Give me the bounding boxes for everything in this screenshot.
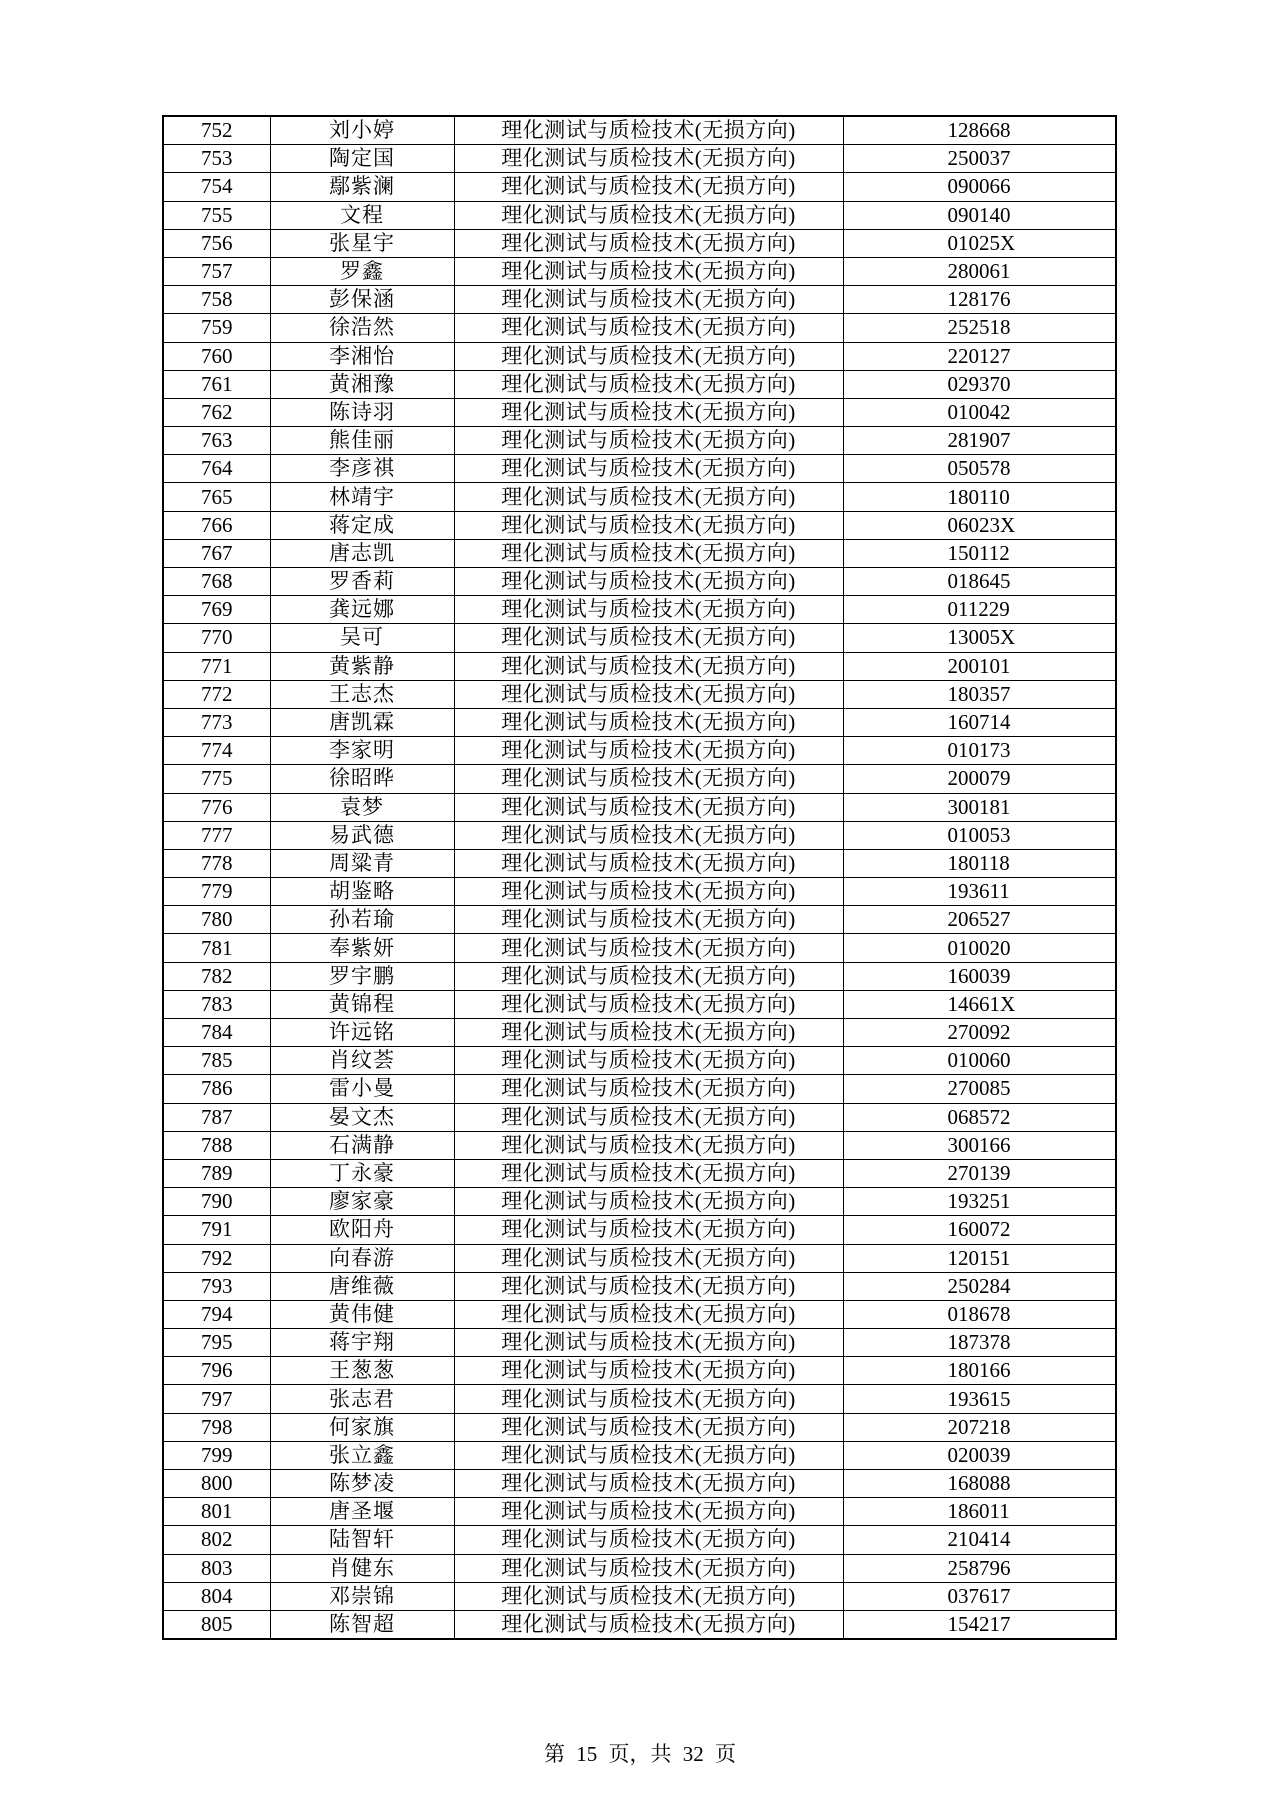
student-name-cell: 唐凯霖 <box>270 708 454 736</box>
row-number-cell: 767 <box>163 539 270 567</box>
major-cell: 理化测试与质检技术(无损方向) <box>454 737 843 765</box>
major-cell: 理化测试与质检技术(无损方向) <box>454 1498 843 1526</box>
table-row <box>163 483 1116 511</box>
id-suffix-cell: 010173 <box>843 737 1116 765</box>
major-cell: 理化测试与质检技术(无损方向) <box>454 1019 843 1047</box>
student-name-cell: 陶定国 <box>270 145 454 173</box>
id-suffix-cell: 14661X <box>843 990 1116 1018</box>
id-suffix-cell: 120151 <box>843 1244 1116 1272</box>
student-name-cell: 陈梦凌 <box>270 1470 454 1498</box>
table-row <box>163 314 1116 342</box>
student-name-cell: 孙若瑜 <box>270 906 454 934</box>
id-suffix-cell: 01025X <box>843 229 1116 257</box>
major-cell: 理化测试与质检技术(无损方向) <box>454 1103 843 1131</box>
major-cell: 理化测试与质检技术(无损方向) <box>454 708 843 736</box>
table-row <box>163 652 1116 680</box>
id-suffix-cell: 180357 <box>843 680 1116 708</box>
table-row <box>163 1610 1116 1639</box>
table-row <box>163 596 1116 624</box>
id-suffix-cell: 252518 <box>843 314 1116 342</box>
student-name-cell: 罗宇鹏 <box>270 962 454 990</box>
row-number-cell: 774 <box>163 737 270 765</box>
major-cell: 理化测试与质检技术(无损方向) <box>454 539 843 567</box>
student-name-cell: 黄伟健 <box>270 1300 454 1328</box>
student-name-cell: 龚远娜 <box>270 596 454 624</box>
id-suffix-cell: 06023X <box>843 511 1116 539</box>
table-row <box>163 1188 1116 1216</box>
student-name-cell: 黄锦程 <box>270 990 454 1018</box>
id-suffix-cell: 281907 <box>843 427 1116 455</box>
id-suffix-cell: 180118 <box>843 849 1116 877</box>
student-name-cell: 熊佳丽 <box>270 427 454 455</box>
id-suffix-cell: 160714 <box>843 708 1116 736</box>
row-number-cell: 799 <box>163 1441 270 1469</box>
row-number-cell: 753 <box>163 145 270 173</box>
roster-body <box>163 116 1116 1639</box>
id-suffix-cell: 068572 <box>843 1103 1116 1131</box>
student-name-cell: 周粱青 <box>270 849 454 877</box>
student-name-cell: 晏文杰 <box>270 1103 454 1131</box>
row-number-cell: 752 <box>163 116 270 145</box>
row-number-cell: 800 <box>163 1470 270 1498</box>
row-number-cell: 801 <box>163 1498 270 1526</box>
row-number-cell: 778 <box>163 849 270 877</box>
student-name-cell: 鄢紫澜 <box>270 173 454 201</box>
table-row <box>163 427 1116 455</box>
student-name-cell: 易武德 <box>270 821 454 849</box>
row-number-cell: 764 <box>163 455 270 483</box>
student-name-cell: 陈诗羽 <box>270 398 454 426</box>
student-name-cell: 肖健东 <box>270 1554 454 1582</box>
row-number-cell: 756 <box>163 229 270 257</box>
student-name-cell: 刘小婷 <box>270 116 454 145</box>
id-suffix-cell: 160072 <box>843 1216 1116 1244</box>
student-name-cell: 张立鑫 <box>270 1441 454 1469</box>
major-cell: 理化测试与质检技术(无损方向) <box>454 1047 843 1075</box>
page-number-footer: 第 15 页，共 32 页 <box>544 1742 736 1766</box>
table-row <box>163 1470 1116 1498</box>
row-number-cell: 787 <box>163 1103 270 1131</box>
student-name-cell: 罗鑫 <box>270 257 454 285</box>
major-cell: 理化测试与质检技术(无损方向) <box>454 229 843 257</box>
student-name-cell: 唐志凯 <box>270 539 454 567</box>
student-name-cell: 张星宇 <box>270 229 454 257</box>
student-name-cell: 奉紫妍 <box>270 934 454 962</box>
id-suffix-cell: 011229 <box>843 596 1116 624</box>
table-row <box>163 1357 1116 1385</box>
student-name-cell: 肖纹荟 <box>270 1047 454 1075</box>
major-cell: 理化测试与质检技术(无损方向) <box>454 906 843 934</box>
major-cell: 理化测试与质检技术(无损方向) <box>454 1300 843 1328</box>
table-row <box>163 286 1116 314</box>
table-row <box>163 821 1116 849</box>
student-name-cell: 李湘怡 <box>270 342 454 370</box>
major-cell: 理化测试与质检技术(无损方向) <box>454 596 843 624</box>
table-row <box>163 849 1116 877</box>
roster-table <box>162 115 1117 1640</box>
id-suffix-cell: 128176 <box>843 286 1116 314</box>
major-cell: 理化测试与质检技术(无损方向) <box>454 680 843 708</box>
row-number-cell: 798 <box>163 1413 270 1441</box>
student-name-cell: 李彦祺 <box>270 455 454 483</box>
id-suffix-cell: 210414 <box>843 1526 1116 1554</box>
id-suffix-cell: 154217 <box>843 1610 1116 1639</box>
student-name-cell: 李家明 <box>270 737 454 765</box>
table-row <box>163 1216 1116 1244</box>
id-suffix-cell: 207218 <box>843 1413 1116 1441</box>
major-cell: 理化测试与质检技术(无损方向) <box>454 652 843 680</box>
id-suffix-cell: 150112 <box>843 539 1116 567</box>
student-name-cell: 向春游 <box>270 1244 454 1272</box>
table-row <box>163 539 1116 567</box>
row-number-cell: 788 <box>163 1131 270 1159</box>
table-row <box>163 1047 1116 1075</box>
major-cell: 理化测试与质检技术(无损方向) <box>454 1385 843 1413</box>
student-name-cell: 文程 <box>270 201 454 229</box>
major-cell: 理化测试与质检技术(无损方向) <box>454 1159 843 1187</box>
id-suffix-cell: 128668 <box>843 116 1116 145</box>
student-name-cell: 欧阳舟 <box>270 1216 454 1244</box>
major-cell: 理化测试与质检技术(无损方向) <box>454 1075 843 1103</box>
major-cell: 理化测试与质检技术(无损方向) <box>454 201 843 229</box>
row-number-cell: 779 <box>163 878 270 906</box>
student-name-cell: 陈智超 <box>270 1610 454 1639</box>
major-cell: 理化测试与质检技术(无损方向) <box>454 342 843 370</box>
table-row <box>163 1300 1116 1328</box>
student-name-cell: 胡鉴略 <box>270 878 454 906</box>
id-suffix-cell: 018678 <box>843 1300 1116 1328</box>
id-suffix-cell: 193611 <box>843 878 1116 906</box>
student-name-cell: 林靖宇 <box>270 483 454 511</box>
row-number-cell: 795 <box>163 1329 270 1357</box>
row-number-cell: 768 <box>163 568 270 596</box>
id-suffix-cell: 250037 <box>843 145 1116 173</box>
major-cell: 理化测试与质检技术(无损方向) <box>454 455 843 483</box>
row-number-cell: 760 <box>163 342 270 370</box>
major-cell: 理化测试与质检技术(无损方向) <box>454 1131 843 1159</box>
id-suffix-cell: 250284 <box>843 1272 1116 1300</box>
student-name-cell: 蒋定成 <box>270 511 454 539</box>
table-row <box>163 878 1116 906</box>
student-name-cell: 袁梦 <box>270 793 454 821</box>
major-cell: 理化测试与质检技术(无损方向) <box>454 370 843 398</box>
row-number-cell: 792 <box>163 1244 270 1272</box>
id-suffix-cell: 018645 <box>843 568 1116 596</box>
id-suffix-cell: 050578 <box>843 455 1116 483</box>
id-suffix-cell: 258796 <box>843 1554 1116 1582</box>
table-row <box>163 398 1116 426</box>
table-row <box>163 765 1116 793</box>
major-cell: 理化测试与质检技术(无损方向) <box>454 511 843 539</box>
table-row <box>163 793 1116 821</box>
row-number-cell: 763 <box>163 427 270 455</box>
table-row <box>163 906 1116 934</box>
table-row <box>163 1441 1116 1469</box>
row-number-cell: 762 <box>163 398 270 426</box>
major-cell: 理化测试与质检技术(无损方向) <box>454 878 843 906</box>
row-number-cell: 786 <box>163 1075 270 1103</box>
table-row <box>163 1019 1116 1047</box>
major-cell: 理化测试与质检技术(无损方向) <box>454 962 843 990</box>
row-number-cell: 761 <box>163 370 270 398</box>
major-cell: 理化测试与质检技术(无损方向) <box>454 821 843 849</box>
row-number-cell: 770 <box>163 624 270 652</box>
row-number-cell: 793 <box>163 1272 270 1300</box>
table-row <box>163 201 1116 229</box>
id-suffix-cell: 029370 <box>843 370 1116 398</box>
table-row <box>163 680 1116 708</box>
major-cell: 理化测试与质检技术(无损方向) <box>454 483 843 511</box>
major-cell: 理化测试与质检技术(无损方向) <box>454 173 843 201</box>
major-cell: 理化测试与质检技术(无损方向) <box>454 1582 843 1610</box>
major-cell: 理化测试与质检技术(无损方向) <box>454 1188 843 1216</box>
major-cell: 理化测试与质检技术(无损方向) <box>454 1413 843 1441</box>
student-name-cell: 吴可 <box>270 624 454 652</box>
table-row <box>163 1385 1116 1413</box>
row-number-cell: 757 <box>163 257 270 285</box>
row-number-cell: 769 <box>163 596 270 624</box>
table-row <box>163 116 1116 145</box>
major-cell: 理化测试与质检技术(无损方向) <box>454 1244 843 1272</box>
major-cell: 理化测试与质检技术(无损方向) <box>454 1329 843 1357</box>
major-cell: 理化测试与质检技术(无损方向) <box>454 1272 843 1300</box>
row-number-cell: 775 <box>163 765 270 793</box>
student-name-cell: 彭保涵 <box>270 286 454 314</box>
id-suffix-cell: 010060 <box>843 1047 1116 1075</box>
table-row <box>163 1498 1116 1526</box>
id-suffix-cell: 206527 <box>843 906 1116 934</box>
row-number-cell: 759 <box>163 314 270 342</box>
id-suffix-cell: 300166 <box>843 1131 1116 1159</box>
row-number-cell: 777 <box>163 821 270 849</box>
major-cell: 理化测试与质检技术(无损方向) <box>454 990 843 1018</box>
table-row <box>163 934 1116 962</box>
row-number-cell: 803 <box>163 1554 270 1582</box>
major-cell: 理化测试与质检技术(无损方向) <box>454 427 843 455</box>
student-name-cell: 石满静 <box>270 1131 454 1159</box>
major-cell: 理化测试与质检技术(无损方向) <box>454 1216 843 1244</box>
id-suffix-cell: 090140 <box>843 201 1116 229</box>
row-number-cell: 784 <box>163 1019 270 1047</box>
row-number-cell: 755 <box>163 201 270 229</box>
table-row <box>163 342 1116 370</box>
id-suffix-cell: 193615 <box>843 1385 1116 1413</box>
row-number-cell: 797 <box>163 1385 270 1413</box>
table-row <box>163 455 1116 483</box>
id-suffix-cell: 200079 <box>843 765 1116 793</box>
student-name-cell: 邓崇锦 <box>270 1582 454 1610</box>
student-name-cell: 唐圣堰 <box>270 1498 454 1526</box>
id-suffix-cell: 193251 <box>843 1188 1116 1216</box>
id-suffix-cell: 186011 <box>843 1498 1116 1526</box>
table-row <box>163 370 1116 398</box>
table-row <box>163 1329 1116 1357</box>
major-cell: 理化测试与质检技术(无损方向) <box>454 765 843 793</box>
student-name-cell: 唐维薇 <box>270 1272 454 1300</box>
table-row <box>163 962 1116 990</box>
major-cell: 理化测试与质检技术(无损方向) <box>454 314 843 342</box>
table-row <box>163 229 1116 257</box>
table-row <box>163 1159 1116 1187</box>
table-row <box>163 1244 1116 1272</box>
row-number-cell: 772 <box>163 680 270 708</box>
row-number-cell: 790 <box>163 1188 270 1216</box>
row-number-cell: 805 <box>163 1610 270 1639</box>
major-cell: 理化测试与质检技术(无损方向) <box>454 624 843 652</box>
id-suffix-cell: 160039 <box>843 962 1116 990</box>
major-cell: 理化测试与质检技术(无损方向) <box>454 849 843 877</box>
row-number-cell: 771 <box>163 652 270 680</box>
id-suffix-cell: 220127 <box>843 342 1116 370</box>
student-name-cell: 许远铭 <box>270 1019 454 1047</box>
student-name-cell: 罗香莉 <box>270 568 454 596</box>
id-suffix-cell: 020039 <box>843 1441 1116 1469</box>
major-cell: 理化测试与质检技术(无损方向) <box>454 286 843 314</box>
row-number-cell: 780 <box>163 906 270 934</box>
student-name-cell: 陆智轩 <box>270 1526 454 1554</box>
table-row <box>163 1554 1116 1582</box>
row-number-cell: 791 <box>163 1216 270 1244</box>
student-name-cell: 廖家豪 <box>270 1188 454 1216</box>
row-number-cell: 789 <box>163 1159 270 1187</box>
table-row <box>163 1582 1116 1610</box>
major-cell: 理化测试与质检技术(无损方向) <box>454 1610 843 1639</box>
id-suffix-cell: 010042 <box>843 398 1116 426</box>
id-suffix-cell: 187378 <box>843 1329 1116 1357</box>
major-cell: 理化测试与质检技术(无损方向) <box>454 116 843 145</box>
table-row <box>163 1526 1116 1554</box>
id-suffix-cell: 010020 <box>843 934 1116 962</box>
student-name-cell: 何家旗 <box>270 1413 454 1441</box>
table-row <box>163 708 1116 736</box>
major-cell: 理化测试与质检技术(无损方向) <box>454 1470 843 1498</box>
id-suffix-cell: 13005X <box>843 624 1116 652</box>
student-name-cell: 徐昭晔 <box>270 765 454 793</box>
major-cell: 理化测试与质检技术(无损方向) <box>454 568 843 596</box>
row-number-cell: 794 <box>163 1300 270 1328</box>
student-name-cell: 张志君 <box>270 1385 454 1413</box>
table-row <box>163 257 1116 285</box>
id-suffix-cell: 270085 <box>843 1075 1116 1103</box>
major-cell: 理化测试与质检技术(无损方向) <box>454 1441 843 1469</box>
major-cell: 理化测试与质检技术(无损方向) <box>454 934 843 962</box>
id-suffix-cell: 270139 <box>843 1159 1116 1187</box>
table-row <box>163 624 1116 652</box>
major-cell: 理化测试与质检技术(无损方向) <box>454 398 843 426</box>
id-suffix-cell: 037617 <box>843 1582 1116 1610</box>
table-row <box>163 1103 1116 1131</box>
major-cell: 理化测试与质检技术(无损方向) <box>454 1357 843 1385</box>
id-suffix-cell: 180110 <box>843 483 1116 511</box>
id-suffix-cell: 300181 <box>843 793 1116 821</box>
row-number-cell: 802 <box>163 1526 270 1554</box>
table-row <box>163 145 1116 173</box>
id-suffix-cell: 090066 <box>843 173 1116 201</box>
student-name-cell: 丁永豪 <box>270 1159 454 1187</box>
major-cell: 理化测试与质检技术(无损方向) <box>454 145 843 173</box>
id-suffix-cell: 168088 <box>843 1470 1116 1498</box>
table-row <box>163 1413 1116 1441</box>
student-name-cell: 蒋宇翔 <box>270 1329 454 1357</box>
row-number-cell: 782 <box>163 962 270 990</box>
row-number-cell: 796 <box>163 1357 270 1385</box>
table-row <box>163 1075 1116 1103</box>
row-number-cell: 781 <box>163 934 270 962</box>
row-number-cell: 804 <box>163 1582 270 1610</box>
table-row <box>163 1131 1116 1159</box>
table-row <box>163 990 1116 1018</box>
student-name-cell: 黄紫静 <box>270 652 454 680</box>
row-number-cell: 766 <box>163 511 270 539</box>
student-name-cell: 黄湘豫 <box>270 370 454 398</box>
row-number-cell: 758 <box>163 286 270 314</box>
row-number-cell: 783 <box>163 990 270 1018</box>
table-row <box>163 737 1116 765</box>
student-name-cell: 王葱葱 <box>270 1357 454 1385</box>
row-number-cell: 765 <box>163 483 270 511</box>
table-row <box>163 568 1116 596</box>
student-name-cell: 王志杰 <box>270 680 454 708</box>
table-row <box>163 511 1116 539</box>
student-name-cell: 徐浩然 <box>270 314 454 342</box>
id-suffix-cell: 010053 <box>843 821 1116 849</box>
major-cell: 理化测试与质检技术(无损方向) <box>454 793 843 821</box>
major-cell: 理化测试与质检技术(无损方向) <box>454 1554 843 1582</box>
major-cell: 理化测试与质检技术(无损方向) <box>454 1526 843 1554</box>
id-suffix-cell: 200101 <box>843 652 1116 680</box>
table-row <box>163 1272 1116 1300</box>
row-number-cell: 754 <box>163 173 270 201</box>
id-suffix-cell: 270092 <box>843 1019 1116 1047</box>
id-suffix-cell: 180166 <box>843 1357 1116 1385</box>
row-number-cell: 785 <box>163 1047 270 1075</box>
table-row <box>163 173 1116 201</box>
row-number-cell: 773 <box>163 708 270 736</box>
row-number-cell: 776 <box>163 793 270 821</box>
id-suffix-cell: 280061 <box>843 257 1116 285</box>
student-name-cell: 雷小曼 <box>270 1075 454 1103</box>
major-cell: 理化测试与质检技术(无损方向) <box>454 257 843 285</box>
